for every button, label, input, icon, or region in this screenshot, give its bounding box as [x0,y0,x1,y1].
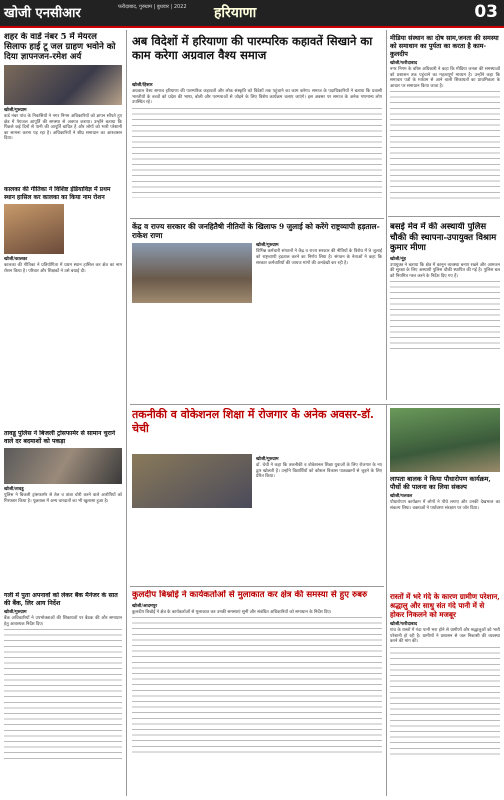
rally-photo [132,243,252,303]
story-body: नगर निगम के वरिष्ठ अधिकारी ने कहा कि मीडिया जनता की समस्याओं को प्रशासन तक पहुंचाने का महत्वपूर्ण माध्यम है। उन्होंने कहा कि समाचार पत्रों के माध्यम से आने वाली शिकायतों का प्राथमिकता के आधार पर समाधान किया जाता है। [390,67,500,89]
news-photo [4,448,122,484]
headline: बसई मेव में की अस्थायी पुलिस चौकी की स्थापना-उपायुक्त विश्राम कुमार मीणा [390,222,497,253]
story-body: बैंक अधिकारियों ने उपभोक्ताओं की शिकायतों पर बैठक की और समाधान हेतु आवश्यक निर्देश दिए। [4,616,122,627]
byline: खोजी/गुरुग्राम [256,457,279,462]
headline: तावडू पुलिस ने बिजली ट्रांसफार्मर से सामान चुराने वाले दर बदमाशों को पकड़ा [4,430,116,445]
column-divider [126,30,127,796]
story-body: कालका की गीतिका ने प्रतियोगिता में प्रथम स्थान हासिल कर क्षेत्र का नाम रोशन किया है। परिवार और शिक्षकों ने उसे बधाई दी। [4,263,122,274]
body-text-lines [4,629,122,759]
story-body: कुलदीप बिश्नोई ने क्षेत्र के कार्यकर्ताओं से मुलाकात कर उनकी समस्याएं सुनीं और संबंधित अधिकारियों को समाधान के निर्देश दिए। [132,609,332,615]
byline: खोजी/तावडू [4,487,24,493]
byline: खोजी/फरीदाबाद [390,622,418,627]
story-body: उपायुक्त ने बताया कि क्षेत्र में कानून व्यवस्था बनाए रखने और आमजन की सुरक्षा के लिए अस्थायी पुलिस चौकी स्थापित की गई है। पुलिस बल को नियमित गश्त करने के निर्देश दिए गए हैं। [390,262,500,279]
byline: खोजी/पलवल [390,494,413,499]
story-body: पौधारोपण कार्यक्रम में लोगों ने पौधे लगाए और उनकी देखभाल का संकल्प लिया। वक्ताओं ने पर्यावरण संरक्षण पर जोर दिया। [390,500,500,511]
portrait-photo [4,204,64,254]
headline: गली में पुता अपनावों को लेकर बैंक मैनेजर के सात की बैंक, लिर आय निर्देश [4,592,118,607]
byline: खोजी/कालका [4,257,28,262]
byline: खोजी/हिसार [132,83,153,88]
story-divider [388,216,500,217]
byline: खोजी/आदमपुर [132,603,158,609]
paper-logo: खोजी एनसीआर [4,6,81,21]
body-text-lines [132,617,382,757]
byline: खोजी/गुरुग्राम [4,108,27,113]
headline: कुलदीप बिश्नोई ने कार्यकर्ताओं से मुलाकात कर क्षेत्र की समस्या से हुए रुबरु [132,590,368,600]
story-strike [132,222,382,402]
story-education [132,454,382,584]
dateline: फरीदाबाद, गुरुग्राम | बुधवार | 2022 [118,4,187,10]
news-photo [4,65,122,105]
body-text-lines [390,647,500,757]
byline: खोजी/फरीदाबाद [390,61,418,66]
headline: कालका की गीतिका ने विशिष्ट इंडियाविज्ञ में प्रथम स्थान हासिल कर कालका का किया नाम रोशन [4,186,111,201]
story-bank [4,592,122,792]
column-divider [386,404,387,796]
story-police-post [390,222,500,398]
story-divider [130,218,384,219]
story-village [390,592,500,796]
page-number: 03 [474,2,498,22]
byline: खोजी/गुरुग्राम [256,243,279,249]
byline: खोजी/नूंह [390,256,406,262]
story-tavdu [4,430,122,550]
story-body: पुलिस ने बिजली ट्रांसफार्मर से तेल व तांबा चोरी करने वाले आरोपियों को गिरफ्तार किया है। पूछताछ में अन्य वारदातों का भी खुलासा हुआ है। [4,493,122,504]
story-body: वार्ड नंबर पांच के निवासियों ने नगर निगम अधिकारियों को ज्ञापन सौंपते हुए क्षेत्र में पेयजल आपूर्ति की समस्या से अवगत कराया। उन्होंने बताया कि पिछले कई दिनों से पानी की आपूर्ति बाधित है और लोगों को भारी परेशानी का सामना करना पड़ रहा है। अधिकारियों ने शीघ्र समाधान का आश्वासन दिया। [4,114,122,142]
headline: केंद्र व राज्य सरकार की जनहितैषी नीतियों के खिलाफ 9 जुलाई को करेंगे राष्ट्रव्यापी हड़ताल-राकेश राणा [132,222,380,241]
body-text-lines [390,281,500,351]
story-plantation [390,408,500,588]
body-text-lines [390,91,500,201]
plantation-photo [390,408,500,472]
section-title: हरियाणा [214,5,257,21]
headline: रास्तों में भरे गंदे के कारण ग्रामीण परेशान, श्रद्धालु और साधु संत गंदे पानी में से होकर निकलने को मजबूर [390,592,500,619]
headline: तकनीकी व वोकेशनल शिक्षा में रोजगार के अनेक अवसर-डॉ. चेची [132,408,374,435]
story-divider [130,404,500,405]
lead-story-headline [132,34,382,78]
column-divider [386,30,387,400]
story-body: डॉ. चेची ने कहा कि तकनीकी व वोकेशनल शिक्षा युवाओं के लिए रोजगार के नए द्वार खोलती है। उन्होंने विद्यार्थियों को कौशल विकास पाठ्यक्रमों से जुड़ने के लिए प्रेरित किया। [256,463,382,480]
body-text-lines [132,108,382,198]
story-education-headline [132,408,382,452]
story-body: अग्रवाल वैश्य समाज हरियाणा की पारम्परिक कहावतों और लोक संस्कृति को विदेशों तक पहुंचाने का काम करेगा। समाज के पदाधिकारियों ने बताया कि प्रवासी भारतीयों के बच्चों को प्रदेश की भाषा, बोली और परम्पराओं से जोड़ने के लिए विशेष कार्यक्रम चलाए जाएंगे। इस अवसर पर समाज के अनेक गणमान्य लोग उपस्थित रहे। [132,89,382,106]
lead-story-body [132,80,382,216]
headline: अब विदेशों में हरियाणा की पारम्परिक कहावतें सिखाने का काम करेगा अग्रवाल वैश्य समाज [132,34,373,62]
header-rule [0,26,504,28]
story-media [390,34,500,214]
headline: शहर के वार्ड नंबर 5 में मेयरल सिलाफ हाई टू जल ग्राहण भवोने को दिया ज्ञापनजन-रमेश अर्य [4,32,116,62]
story-divider [130,586,384,587]
headline: मीडिया संस्थान का दोष साम,जनता की समस्या को समाधान का पुर्यता का करता है काम-कुलदीप [390,34,499,58]
headline: लापता बालक ने किया पौधारोपण कार्यक्रम, पौधों की पालना का लिया संकल्प [390,475,491,491]
story-body: गांव के रास्तों में गंदा पानी भरा होने से ग्रामीणों और श्रद्धालुओं को भारी परेशानी हो रही है। ग्रामीणों ने प्रशासन से जल निकासी की व्यवस्था करने की मांग की। [390,628,500,645]
story-body: विभिन्न कर्मचारी संगठनों ने केंद्र व राज्य सरकार की नीतियों के विरोध में 9 जुलाई को राष्ट्रव्यापी हड़ताल करने का निर्णय लिया है। संगठन के नेताओं ने कहा कि सरकार कर्मचारियों की जायज मांगों की अनदेखी कर रही है। [256,249,382,266]
byline: खोजी/गुरुग्राम [4,610,27,616]
news-photo [132,454,252,508]
story-ward-water [4,32,122,182]
masthead [0,0,504,26]
story-kalka [4,186,122,286]
story-kuldeep [132,590,382,796]
